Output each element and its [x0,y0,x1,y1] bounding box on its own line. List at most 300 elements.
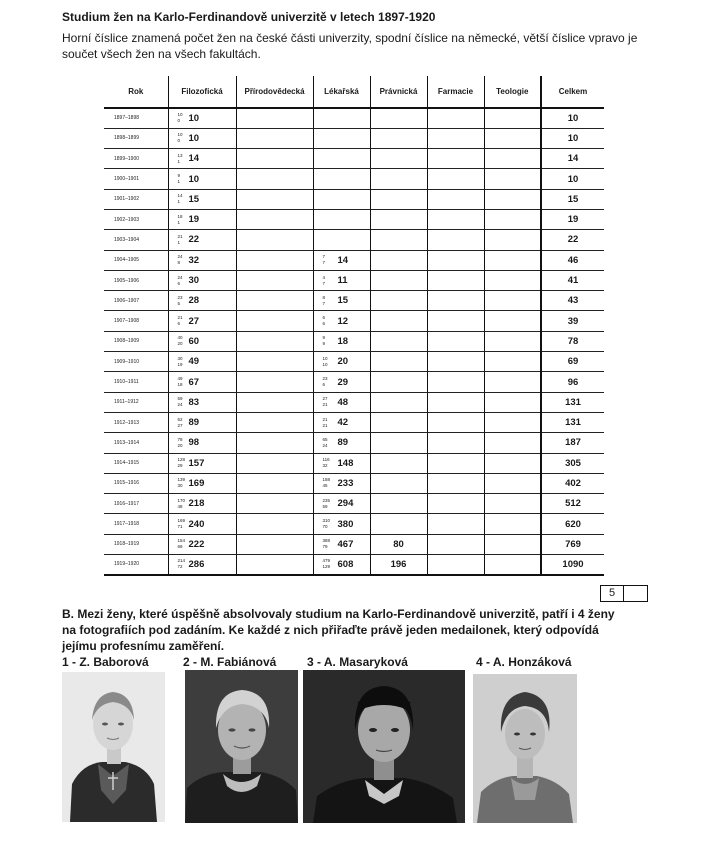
filozoficka-cell [168,412,236,432]
filozoficka-german-count: 6 [177,321,181,327]
lekarska-sum: 294 [337,498,354,510]
prirodovedecka-cell [236,352,313,372]
year-cell: 1905–1906 [104,270,168,290]
year-cell: 1914–1915 [104,453,168,473]
year-cell: 1897–1898 [104,108,168,128]
year-cell: 1898–1899 [104,128,168,148]
filozoficka-cell [168,494,236,514]
teologie-cell [484,128,541,148]
pravnicka-cell [370,372,427,392]
farmacie-cell [427,250,484,270]
celkem-cell: 402 [541,473,604,493]
lekarska-cell [313,209,370,229]
teologie-cell [484,494,541,514]
prirodovedecka-cell [236,149,313,169]
lekarska-cell [313,514,370,534]
filozoficka-czech-count: 24 [177,274,183,280]
lekarska-cell [313,311,370,331]
filozoficka-sum: 28 [188,295,200,307]
farmacie-cell [427,108,484,128]
filozoficka-german-count: 30 [177,483,183,489]
filozoficka-german-count: 20 [177,442,183,448]
filozoficka-czech-count: 13 [177,152,183,158]
filozoficka-czech-count: 40 [177,335,183,341]
portrait-photo-4 [473,674,577,823]
pravnicka-cell [370,494,427,514]
filozoficka-cell [168,230,236,250]
teologie-cell [484,372,541,392]
teologie-cell [484,230,541,250]
score-points: 5 [601,586,624,601]
farmacie-cell [427,149,484,169]
filozoficka-german-count: 19 [177,361,183,367]
lekarska-czech-count: 6 [322,315,326,321]
prirodovedecka-cell [236,514,313,534]
lekarska-cell [313,189,370,209]
portrait-photo-2 [185,670,298,823]
lekarska-czech-count: 188 [322,477,331,483]
filozoficka-cell [168,473,236,493]
filozoficka-german-count: 0 [177,118,181,124]
filozoficka-sum: 67 [188,376,200,388]
pravnicka-cell [370,392,427,412]
pravnicka-cell [370,250,427,270]
lekarska-czech-count: 7 [322,254,326,260]
year-cell: 1908–1909 [104,331,168,351]
filozoficka-sum: 83 [188,396,200,408]
teologie-cell [484,433,541,453]
lekarska-cell [313,250,370,270]
year-cell: 1899–1900 [104,149,168,169]
lekarska-cell [313,534,370,554]
table-row [104,555,604,575]
pravnicka-cell [370,412,427,432]
lekarska-sum: 11 [337,275,348,287]
farmacie-cell [427,352,484,372]
celkem-cell: 512 [541,494,604,514]
filozoficka-czech-count: 21 [177,233,183,239]
year-cell: 1907–1908 [104,311,168,331]
lekarska-czech-count: 4 [322,274,326,280]
photo-label-2: 2 - M. Fabiánová [183,655,277,669]
filozoficka-sum: 222 [188,538,205,550]
lekarska-cell [313,392,370,412]
filozoficka-czech-count: 18 [177,213,183,219]
filozoficka-german-count: 1 [177,158,181,164]
teologie-cell [484,514,541,534]
lekarska-sum: 15 [337,295,349,307]
table-row [104,128,604,148]
lekarska-czech-count: 235 [322,497,331,503]
farmacie-cell [427,128,484,148]
celkem-cell: 10 [541,128,604,148]
farmacie-cell [427,189,484,209]
farmacie-cell [427,230,484,250]
filozoficka-cell [168,209,236,229]
teologie-cell [484,169,541,189]
year-cell: 1919–1920 [104,555,168,575]
pravnicka-cell: 80 [370,534,427,554]
lekarska-german-count: 10 [322,361,328,367]
filozoficka-sum: 22 [188,234,200,246]
filozoficka-czech-count: 139 [177,477,186,483]
pravnicka-cell [370,128,427,148]
lekarska-sum: 14 [337,254,349,266]
celkem-cell: 1090 [541,555,604,575]
filozoficka-cell [168,149,236,169]
farmacie-cell [427,555,484,575]
farmacie-cell [427,534,484,554]
year-cell: 1917–1918 [104,514,168,534]
celkem-cell: 46 [541,250,604,270]
prirodovedecka-cell [236,372,313,392]
lekarska-sum: 380 [337,518,354,530]
lekarska-cell [313,108,370,128]
filozoficka-german-count: 68 [177,544,183,550]
prirodovedecka-cell [236,453,313,473]
filozoficka-german-count: 0 [177,138,181,144]
lekarska-czech-count: 116 [322,457,330,463]
celkem-cell: 78 [541,331,604,351]
celkem-cell: 15 [541,189,604,209]
farmacie-cell [427,392,484,412]
filozoficka-sum: 19 [188,214,200,226]
prirodovedecka-cell [236,250,313,270]
lekarska-german-count: 7 [322,300,326,306]
pravnicka-cell [370,433,427,453]
prirodovedecka-cell [236,230,313,250]
filozoficka-cell [168,392,236,412]
filozoficka-czech-count: 21 [177,315,183,321]
lekarska-czech-count: 310 [322,518,331,524]
table-row [104,514,604,534]
filozoficka-german-count: 20 [177,341,183,347]
lekarska-cell [313,453,370,473]
lekarska-cell [313,291,370,311]
filozoficka-german-count: 48 [177,503,183,509]
pravnicka-cell [370,189,427,209]
header-teologie: Teologie [484,76,541,108]
filozoficka-czech-count: 62 [177,416,183,422]
pravnicka-cell [370,514,427,534]
filozoficka-sum: 30 [188,275,200,287]
year-cell: 1900–1901 [104,169,168,189]
table-row [104,412,604,432]
table-row [104,169,604,189]
farmacie-cell [427,372,484,392]
filozoficka-sum: 89 [188,417,200,429]
prirodovedecka-cell [236,291,313,311]
filozoficka-czech-count: 59 [177,396,183,402]
lekarska-czech-count: 388 [322,538,331,544]
teologie-cell [484,270,541,290]
teologie-cell [484,412,541,432]
prirodovedecka-cell [236,169,313,189]
lekarska-german-count: 6 [322,321,326,327]
celkem-cell: 43 [541,291,604,311]
prirodovedecka-cell [236,331,313,351]
celkem-cell: 41 [541,270,604,290]
farmacie-cell [427,514,484,534]
filozoficka-cell [168,433,236,453]
lekarska-german-count: 45 [322,483,328,489]
lekarska-czech-count: 10 [322,355,328,361]
portrait-photo-1 [62,672,165,822]
table-row [104,494,604,514]
pravnicka-cell: 196 [370,555,427,575]
year-cell: 1901–1902 [104,189,168,209]
farmacie-cell [427,209,484,229]
filozoficka-cell [168,270,236,290]
lekarska-cell [313,372,370,392]
prirodovedecka-cell [236,473,313,493]
lekarska-german-count: 70 [322,524,328,530]
teologie-cell [484,555,541,575]
teologie-cell [484,209,541,229]
prirodovedecka-cell [236,494,313,514]
filozoficka-german-count: 5 [177,300,181,306]
lekarska-cell [313,128,370,148]
lekarska-german-count: 32 [322,463,328,469]
women-students-table [104,76,604,574]
lekarska-german-count: 7 [322,280,326,286]
header-filozoficka: Filozofická [168,76,236,108]
prirodovedecka-cell [236,534,313,554]
filozoficka-czech-count: 78 [177,436,183,442]
lekarska-cell [313,230,370,250]
celkem-cell: 10 [541,108,604,128]
year-cell: 1904–1905 [104,250,168,270]
teologie-cell [484,453,541,473]
table-row [104,291,604,311]
table-row [104,352,604,372]
photo-label-1: 1 - Z. Baborová [62,655,149,669]
teologie-cell [484,534,541,554]
lekarska-czech-count: 479 [322,558,331,564]
prirodovedecka-cell [236,209,313,229]
header-celkem: Celkem [541,76,604,108]
farmacie-cell [427,494,484,514]
pravnicka-cell [370,453,427,473]
table-row [104,250,604,270]
filozoficka-german-count: 8 [177,260,181,266]
filozoficka-czech-count: 154 [177,538,186,544]
lekarska-sum: 233 [337,477,354,489]
table-row [104,311,604,331]
celkem-cell: 769 [541,534,604,554]
filozoficka-german-count: 1 [177,179,181,185]
table-row [104,372,604,392]
filozoficka-czech-count: 10 [177,112,183,118]
filozoficka-cell [168,189,236,209]
filozoficka-cell [168,128,236,148]
year-cell: 1913–1914 [104,433,168,453]
lekarska-czech-count: 65 [322,436,328,442]
filozoficka-czech-count: 23 [177,294,183,300]
celkem-cell: 96 [541,372,604,392]
lekarska-german-count: 79 [322,544,328,550]
lekarska-sum: 12 [337,315,349,327]
lekarska-cell [313,352,370,372]
header-prirodovedecka: Přírodovědecká [236,76,313,108]
lekarska-czech-count: 27 [322,396,328,402]
filozoficka-cell [168,555,236,575]
document-title: Studium žen na Karlo-Ferdinandově univerzitě v letech 1897-1920 [62,10,436,24]
lekarska-german-count: 24 [322,442,328,448]
lekarska-german-count: 21 [322,402,328,408]
celkem-cell: 39 [541,311,604,331]
prirodovedecka-cell [236,392,313,412]
table-row [104,230,604,250]
lekarska-czech-count: 21 [322,416,328,422]
teologie-cell [484,250,541,270]
lekarska-german-count: 129 [322,564,331,570]
score-box [600,585,648,602]
year-cell: 1902–1903 [104,209,168,229]
farmacie-cell [427,331,484,351]
filozoficka-cell [168,372,236,392]
lekarska-cell [313,555,370,575]
pravnicka-cell [370,209,427,229]
farmacie-cell [427,433,484,453]
filozoficka-sum: 15 [188,193,200,205]
filozoficka-czech-count: 169 [177,518,186,524]
lekarska-german-count: 59 [322,503,328,509]
section-b-instructions: B. Mezi ženy, které úspěšně absolvovaly studium na Karlo-Ferdinandově univerzitě, patří i 4 ženy na fotografiích pod zadáním. Ke každé z nich přiřaďte právě jeden medailonek, který odpovídá jejímu profesnímu zaměření. [62,607,615,653]
prirodovedecka-cell [236,189,313,209]
portrait-photo-3 [303,670,465,823]
celkem-cell: 131 [541,392,604,412]
filozoficka-czech-count: 10 [177,132,183,138]
filozoficka-czech-count: 214 [177,558,186,564]
score-empty-cell [624,586,647,601]
celkem-cell: 10 [541,169,604,189]
prirodovedecka-cell [236,555,313,575]
filozoficka-cell [168,311,236,331]
filozoficka-german-count: 24 [177,402,183,408]
filozoficka-czech-count: 14 [177,193,183,199]
filozoficka-sum: 10 [188,173,200,185]
pravnicka-cell [370,331,427,351]
lekarska-sum: 42 [337,417,349,429]
filozoficka-cell [168,291,236,311]
pravnicka-cell [370,311,427,331]
lekarska-czech-count: 9 [322,335,326,341]
lekarska-german-count: 9 [322,341,326,347]
teologie-cell [484,473,541,493]
filozoficka-cell [168,352,236,372]
table-row [104,149,604,169]
filozoficka-german-count: 72 [177,564,183,570]
prirodovedecka-cell [236,433,313,453]
filozoficka-sum: 10 [188,112,200,124]
table-row [104,392,604,412]
table-header-row [104,76,604,108]
filozoficka-sum: 286 [188,558,205,570]
year-cell: 1915–1916 [104,473,168,493]
year-cell: 1918–1919 [104,534,168,554]
lekarska-cell [313,412,370,432]
filozoficka-cell [168,108,236,128]
header-pravnicka: Právnická [370,76,427,108]
header-rok: Rok [104,76,168,108]
teologie-cell [484,291,541,311]
lekarska-cell [313,331,370,351]
lekarska-cell [313,433,370,453]
filozoficka-czech-count: 170 [177,497,186,503]
celkem-cell: 187 [541,433,604,453]
pravnicka-cell [370,230,427,250]
teologie-cell [484,392,541,412]
table-row [104,473,604,493]
teologie-cell [484,331,541,351]
year-cell: 1916–1917 [104,494,168,514]
filozoficka-cell [168,453,236,473]
filozoficka-sum: 169 [188,477,205,489]
filozoficka-czech-count: 30 [177,355,183,361]
pravnicka-cell [370,169,427,189]
lekarska-sum: 18 [337,335,349,347]
farmacie-cell [427,169,484,189]
filozoficka-sum: 14 [188,153,200,165]
celkem-cell: 305 [541,453,604,473]
filozoficka-cell [168,169,236,189]
lekarska-sum: 89 [337,437,349,449]
filozoficka-german-count: 1 [177,219,181,225]
lekarska-sum: 48 [337,396,349,408]
celkem-cell: 131 [541,412,604,432]
prirodovedecka-cell [236,270,313,290]
filozoficka-czech-count: 128 [177,457,186,463]
lekarska-sum: 467 [337,538,354,550]
year-cell: 1912–1913 [104,412,168,432]
celkem-cell: 620 [541,514,604,534]
lekarska-cell [313,149,370,169]
celkem-cell: 14 [541,149,604,169]
celkem-cell: 19 [541,209,604,229]
teologie-cell [484,352,541,372]
farmacie-cell [427,453,484,473]
table-row [104,189,604,209]
lekarska-german-count: 6 [322,382,326,387]
year-cell: 1911–1912 [104,392,168,412]
filozoficka-sum: 240 [188,518,205,530]
farmacie-cell [427,412,484,432]
year-cell: 1909–1910 [104,352,168,372]
filozoficka-sum: 49 [188,356,200,368]
filozoficka-sum: 32 [188,254,200,266]
farmacie-cell [427,311,484,331]
filozoficka-german-count: 29 [177,463,183,469]
filozoficka-sum: 218 [188,498,205,510]
farmacie-cell [427,473,484,493]
filozoficka-german-count: 1 [177,239,181,245]
pravnicka-cell [370,473,427,493]
lekarska-sum: 608 [337,558,354,570]
lekarska-cell [313,494,370,514]
table-row [104,534,604,554]
teologie-cell [484,108,541,128]
pravnicka-cell [370,291,427,311]
pravnicka-cell [370,149,427,169]
filozoficka-cell [168,534,236,554]
filozoficka-german-count: 6 [177,280,181,286]
table-row [104,209,604,229]
lekarska-cell [313,169,370,189]
filozoficka-czech-count: 24 [177,254,183,260]
table-row [104,331,604,351]
lekarska-sum: 20 [337,356,349,368]
